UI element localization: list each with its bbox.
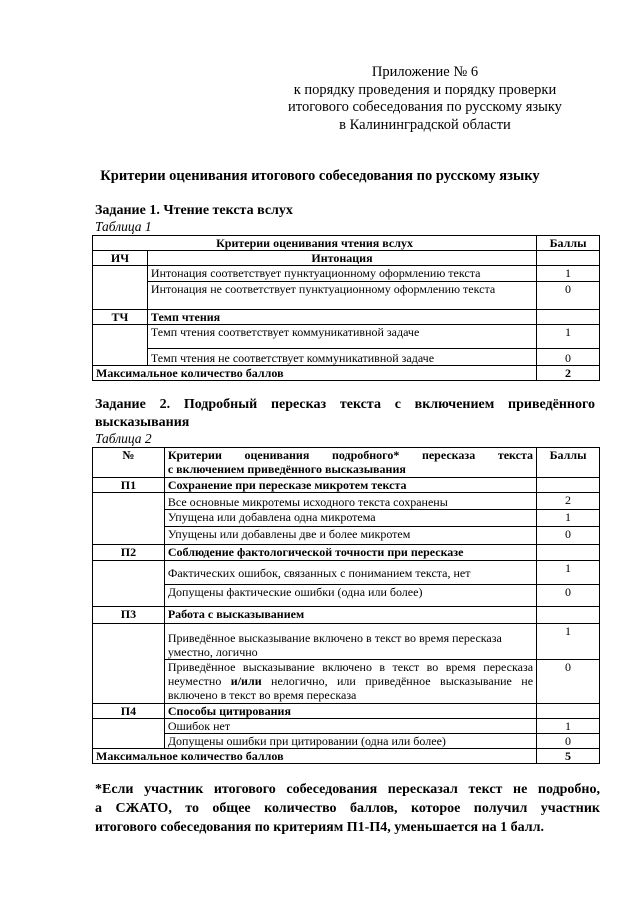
criterion-text: Темп чтения не соответствует коммуникативной задаче [147, 349, 536, 366]
criterion-score: 1 [537, 266, 600, 282]
table-row [93, 561, 600, 585]
table-row [93, 266, 600, 282]
task2-heading [95, 396, 595, 432]
criterion-score: 0 [537, 660, 600, 704]
section-row [93, 545, 600, 561]
table-row [93, 282, 600, 310]
footnote [95, 780, 600, 837]
section-name: Соблюдение фактологической точности при пересказе [164, 545, 536, 561]
max-score-row [93, 749, 600, 764]
task2-heading-line: Задание 2. Подробный пересказ текста с включением приведённого [95, 397, 595, 412]
criterion-score: 0 [537, 734, 600, 749]
criterion-text: Темп чтения соответствует коммуникативной задаче [147, 325, 536, 349]
criterion-score: 2 [537, 493, 600, 510]
header-number: № [93, 448, 165, 478]
criterion-text: Приведённое высказывание включено в текст во время пересказа уместно, логично [164, 624, 536, 660]
task1-heading: Задание 1. Чтение текста вслух [95, 203, 293, 218]
criterion-code: ИЧ [93, 251, 148, 266]
emphasis: и/или [230, 674, 262, 688]
criterion-code: П4 [93, 704, 165, 719]
max-score-row [93, 366, 600, 381]
section-row [93, 310, 600, 325]
criterion-text: Все основные микротемы исходного текста сохранены [164, 493, 536, 510]
table-row [93, 660, 600, 704]
max-score-value: 2 [537, 366, 600, 381]
table-row [93, 493, 600, 510]
table-row [93, 527, 600, 545]
appendix-line: итогового собеседования по русскому языку [288, 99, 562, 115]
criterion-code: П2 [93, 545, 165, 561]
header-score: Баллы [537, 236, 600, 251]
section-name: Способы цитирования [164, 704, 536, 719]
section-name: Интонация [147, 251, 536, 266]
table-row [93, 719, 600, 734]
table-header-row [93, 236, 600, 251]
criterion-text: Интонация соответствует пунктуационному оформлению текста [147, 266, 536, 282]
section-row [93, 251, 600, 266]
section-row [93, 478, 600, 493]
header-criteria: Критерии оценивания подробного* пересказа текста с включением приведённого высказывания [164, 448, 536, 478]
criterion-text: Упущены или добавлены две и более микротем [164, 527, 536, 545]
criterion-score: 0 [537, 282, 600, 310]
table-row [93, 349, 600, 366]
table2 [92, 447, 600, 764]
criterion-text: Приведённое высказывание включено в текст во время пересказа неуместно и/или нелогично, или приведённое высказывание не включено в текст во время пересказа [164, 660, 536, 704]
criterion-score: 0 [537, 349, 600, 366]
criterion-score: 0 [537, 527, 600, 545]
criterion-code: П1 [93, 478, 165, 493]
criterion-score: 1 [537, 510, 600, 527]
criterion-score: 1 [537, 561, 600, 585]
criterion-text: Допущены ошибки при цитировании (одна или более) [164, 734, 536, 749]
criterion-score: 1 [537, 624, 600, 660]
criterion-text: Ошибок нет [164, 719, 536, 734]
table-row [93, 325, 600, 349]
appendix-header [250, 64, 600, 134]
appendix-line: в Калининградской области [339, 116, 511, 133]
appendix-number: Приложение № 6 [371, 64, 479, 80]
section-name: Сохранение при пересказе микротем текста [164, 478, 536, 493]
criterion-text: Интонация не соответствует пунктуационному оформлению текста [147, 282, 536, 310]
max-score-label: Максимальное количество баллов [93, 366, 537, 381]
footnote-line: итогового собеседования по критериям П1-П4, уменьшается на 1 балл. [95, 820, 545, 835]
criterion-text: Упущена или добавлена одна микротема [164, 510, 536, 527]
header-score: Баллы [537, 448, 600, 478]
document-title: Критерии оценивания итогового собеседования по русскому языку [100, 168, 540, 184]
table-row [93, 510, 600, 527]
section-row [93, 607, 600, 624]
table-row [93, 585, 600, 607]
footnote-line: а СЖАТО, то общее количество баллов, которое получил участник [95, 801, 600, 816]
max-score-value: 5 [537, 749, 600, 764]
table2-caption: Таблица 2 [95, 431, 152, 446]
criterion-text: Допущены фактические ошибки (одна или более) [164, 585, 536, 607]
criterion-score: 1 [537, 325, 600, 349]
section-name: Темп чтения [147, 310, 536, 325]
criterion-code: П3 [93, 607, 165, 624]
table-row [93, 734, 600, 749]
task2-heading-line: высказывания [95, 415, 190, 430]
section-name: Работа с высказыванием [164, 607, 536, 624]
table-row [93, 624, 600, 660]
appendix-line: к порядку проведения и порядку проверки [293, 81, 557, 98]
criterion-score: 0 [537, 585, 600, 607]
criterion-code: ТЧ [93, 310, 148, 325]
header-criteria: Критерии оценивания чтения вслух [93, 236, 537, 251]
section-row [93, 704, 600, 719]
table1 [92, 235, 600, 381]
max-score-label: Максимальное количество баллов [93, 749, 537, 764]
table1-caption: Таблица 1 [95, 219, 152, 234]
criterion-text: Фактических ошибок, связанных с пониманием текста, нет [164, 561, 536, 585]
table-header-row [93, 448, 600, 478]
criterion-score: 1 [537, 719, 600, 734]
footnote-line: *Если участник итогового собеседования пересказал текст не подробно, [95, 782, 600, 797]
